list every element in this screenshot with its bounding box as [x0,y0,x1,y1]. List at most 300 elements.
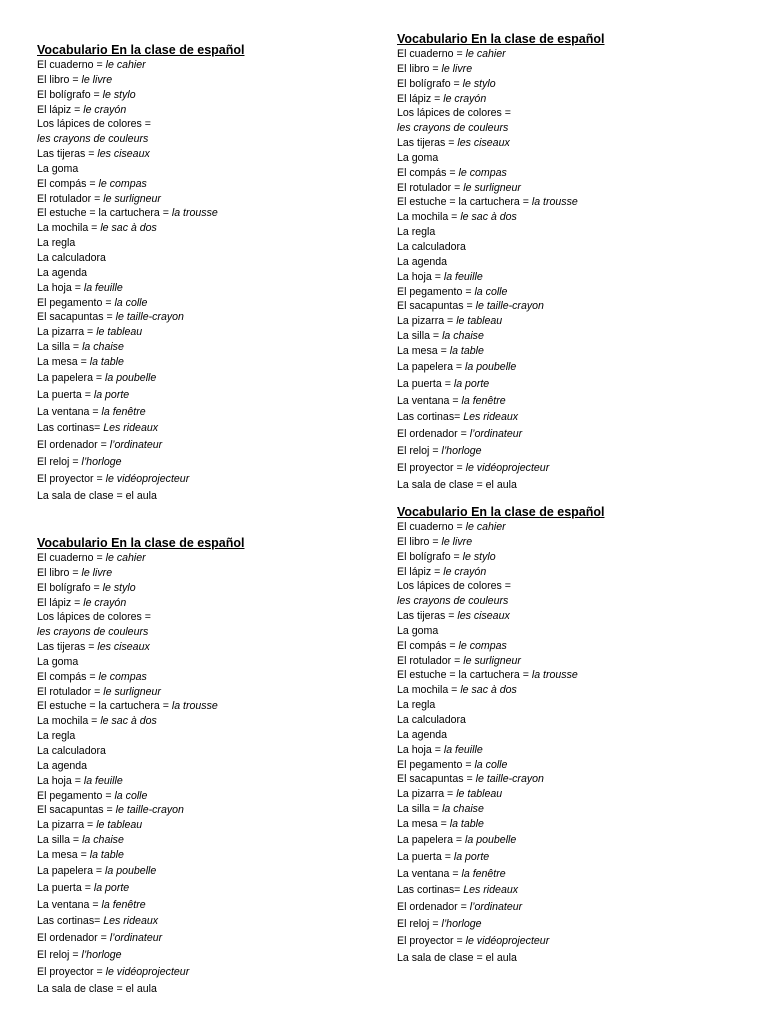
french-translation: le vidéoprojecteur [465,462,550,475]
vocab-entry [37,880,397,897]
vocab-entry [397,950,757,967]
vocab-entry [397,594,757,609]
french-translation: la porte [453,377,490,390]
spanish-term: La goma [397,624,439,637]
spanish-term: El rotulador = [397,654,464,667]
french-translation: le livre [81,566,113,579]
vocab-entry [37,117,397,132]
french-translation: le sac à dos [460,211,517,224]
spanish-term: El proyector = [397,462,466,475]
french-translation: les crayons de couleurs [397,122,509,135]
spanish-term: Las cortinas= [397,411,464,424]
vocab-block-top-right [397,32,757,494]
vocab-entry [37,930,397,947]
french-translation: la feuille [83,281,123,294]
vocab-entry [37,162,397,177]
vocab-entry [397,285,757,300]
vocab-title: Vocabulario En la clase de español [37,536,245,550]
french-translation: le taille-crayon [475,300,544,313]
spanish-term: La papelera = [397,360,466,373]
vocab-entry [397,92,757,107]
spanish-term: La sala de clase = el aula [397,478,517,491]
vocab-entry [397,443,757,460]
vocab-entry [397,683,757,698]
french-translation: l’ordinateur [109,439,163,452]
vocab-entry [397,477,757,494]
vocab-entry [397,713,757,728]
spanish-term: El bolígrafo = [37,581,103,594]
french-translation: le vidéoprojecteur [105,966,190,979]
spanish-term: Los lápices de colores = [37,118,151,131]
vocab-entry [37,73,397,88]
french-translation: l’horloge [81,949,122,962]
spanish-term: La silla = [37,834,83,847]
vocab-entry [397,728,757,743]
spanish-term: El compás = [37,177,99,190]
vocab-entry [37,897,397,914]
french-translation: le taille-crayon [475,773,544,786]
spanish-term: La calculadora [37,744,106,757]
spanish-term: Las tijeras = [37,148,98,161]
french-translation: la table [89,848,124,861]
vocab-entry [37,387,397,404]
french-translation: le surligneur [103,685,161,698]
spanish-term: El rotulador = [397,181,464,194]
vocab-entry [397,255,757,270]
french-translation: la feuille [83,774,123,787]
vocab-entry [37,206,397,221]
spanish-term: La pizarra = [37,819,97,832]
spanish-term: El proyector = [37,966,106,979]
vocab-entry [37,640,397,655]
spanish-term: El estuche = la cartuchera = [397,669,532,682]
spanish-term: Las tijeras = [397,610,458,623]
spanish-term: El sacapuntas = [37,804,116,817]
spanish-term: La ventana = [397,867,462,880]
spanish-term: Los lápices de colores = [37,611,151,624]
spanish-term: La silla = [397,330,443,343]
french-translation: la table [89,355,124,368]
spanish-term: El libro = [397,62,442,75]
french-translation: la porte [93,881,130,894]
french-translation: le cahier [465,521,506,533]
french-translation: la chaise [442,330,484,343]
vocab-entry [37,714,397,729]
vocab-entry [397,376,757,393]
vocab-entry [37,625,397,640]
spanish-term: El sacapuntas = [37,311,116,324]
vocab-entry [397,535,757,550]
spanish-term: El lápiz = [37,103,84,116]
spanish-term: La regla [37,730,76,743]
vocab-entry [37,729,397,744]
spanish-term: El pegamento = [37,789,115,802]
spanish-term: Los lápices de colores = [397,107,511,120]
vocab-entry [37,863,397,880]
vocab-entry [397,899,757,916]
spanish-term: El cuaderno = [37,59,106,71]
vocab-entry [397,77,757,92]
french-translation: le sac à dos [100,715,157,728]
spanish-term: El libro = [37,566,82,579]
spanish-term: El bolígrafo = [397,77,463,90]
vocab-entry [397,47,757,62]
french-translation: la chaise [82,341,124,354]
vocab-entry [37,370,397,387]
spanish-term: El pegamento = [37,296,115,309]
vocab-entry [37,581,397,596]
french-translation: le stylo [102,581,136,594]
french-translation: le taille-crayon [115,804,184,817]
vocab-entry [397,817,757,832]
spanish-term: La papelera = [397,833,466,846]
french-translation: l’ordinateur [109,932,163,945]
vocab-entry [37,325,397,340]
french-translation: le compas [458,639,507,652]
vocab-entry [397,639,757,654]
french-translation: la trousse [171,700,218,713]
spanish-term: El lápiz = [397,565,444,578]
spanish-term: La pizarra = [37,326,97,339]
spanish-term: La pizarra = [397,788,457,801]
spanish-term: El cuaderno = [37,552,106,564]
spanish-term: Las cortinas= [37,915,104,928]
french-translation: le livre [81,73,113,86]
spanish-term: La mochila = [397,684,461,697]
french-translation: le cahier [465,48,506,60]
spanish-term: El rotulador = [37,685,104,698]
french-translation: la porte [93,388,130,401]
vocab-entry [37,471,397,488]
spanish-term: La mesa = [397,817,450,830]
spanish-term: La puerta = [397,377,454,390]
vocab-entry [397,166,757,181]
vocab-entry [37,132,397,147]
spanish-term: La ventana = [397,394,462,407]
vocab-entry [397,832,757,849]
vocab-entry [37,488,397,505]
vocab-entry [397,698,757,713]
french-translation: le stylo [462,77,496,90]
french-translation: le surligneur [463,654,521,667]
spanish-term: La goma [37,162,79,175]
french-translation: le livre [441,535,473,548]
vocab-entry [37,670,397,685]
vocab-entry [397,772,757,787]
spanish-term: El estuche = la cartuchera = [397,196,532,209]
french-translation: la trousse [531,196,578,209]
vocab-entry [37,913,397,930]
spanish-term: La mesa = [37,355,90,368]
spanish-term: El cuaderno = [397,521,466,533]
french-translation: la table [449,344,484,357]
vocab-entry [37,296,397,311]
vocab-entry [397,866,757,883]
french-translation: la colle [474,758,508,771]
french-translation: la poubelle [465,833,517,846]
french-translation: le stylo [462,550,496,563]
spanish-term: La hoja = [37,774,84,787]
vocab-list [397,520,757,967]
vocab-entry [37,947,397,964]
french-translation: le crayón [83,103,127,116]
vocab-entry [37,355,397,370]
french-translation: les crayons de couleurs [397,595,509,608]
french-translation: le cahier [105,552,146,564]
vocab-entry [37,236,397,251]
spanish-term: La hoja = [397,743,444,756]
vocab-entry [37,147,397,162]
french-translation: la colle [474,285,508,298]
vocab-entry [37,596,397,611]
spanish-term: Los lápices de colores = [397,580,511,593]
french-translation: l’horloge [441,445,482,458]
vocab-entry [397,344,757,359]
vocab-entry [397,882,757,899]
vocab-entry [397,426,757,443]
vocab-entry [397,359,757,376]
spanish-term: La ventana = [37,405,102,418]
vocab-entry [37,848,397,863]
spanish-term: La agenda [37,759,88,772]
vocab-entry [397,62,757,77]
french-translation: la chaise [442,803,484,816]
vocab-block-bottom-left [37,536,397,998]
spanish-term: El bolígrafo = [397,550,463,563]
vocab-entry [37,566,397,581]
vocab-entry [397,933,757,950]
vocab-entry [37,981,397,998]
french-translation: la colle [114,296,148,309]
french-translation: l’horloge [81,456,122,469]
spanish-term: La calculadora [37,251,106,264]
spanish-term: El bolígrafo = [37,88,103,101]
vocab-entry [397,225,757,240]
french-translation: le crayón [83,596,127,609]
french-translation: la fenêtre [461,867,506,880]
french-translation: Les rideaux [463,884,519,897]
spanish-term: El reloj = [397,445,442,458]
vocab-entry [397,151,757,166]
vocab-entry [397,314,757,329]
french-translation: la colle [114,789,148,802]
spanish-term: El proyector = [37,473,106,486]
spanish-term: La puerta = [397,850,454,863]
spanish-term: La mochila = [37,715,101,728]
french-translation: le tableau [456,788,503,801]
french-translation: l’ordinateur [469,428,523,441]
vocab-entry [37,964,397,981]
vocab-entry [397,270,757,285]
vocab-entry [397,520,757,535]
spanish-term: El ordenador = [37,439,110,452]
vocab-block-bottom-right [397,505,757,967]
vocab-entry [397,668,757,683]
vocab-entry [37,310,397,325]
vocab-entry [397,916,757,933]
spanish-term: El ordenador = [397,901,470,914]
vocab-entry [397,136,757,151]
french-translation: le taille-crayon [115,311,184,324]
spanish-term: La calculadora [397,240,466,253]
spanish-term: La mesa = [37,848,90,861]
vocab-entry [397,121,757,136]
french-translation: le sac à dos [100,222,157,235]
spanish-term: La pizarra = [397,315,457,328]
vocab-entry [397,210,757,225]
vocab-entry [397,329,757,344]
french-translation: la poubelle [105,864,157,877]
spanish-term: La agenda [397,255,448,268]
spanish-term: La silla = [37,341,83,354]
vocab-entry [37,685,397,700]
vocab-entry [37,803,397,818]
vocab-entry [397,550,757,565]
vocab-list [397,47,757,494]
vocab-entry [37,551,397,566]
vocab-entry [37,266,397,281]
vocab-entry [37,58,397,73]
vocab-entry [37,221,397,236]
spanish-term: La agenda [37,266,88,279]
vocab-entry [37,437,397,454]
spanish-term: La papelera = [37,864,106,877]
french-translation: le stylo [102,88,136,101]
spanish-term: El estuche = la cartuchera = [37,700,172,713]
vocab-entry [37,340,397,355]
spanish-term: El pegamento = [397,285,475,298]
vocab-list [37,58,397,505]
french-translation: l’ordinateur [469,901,523,914]
spanish-term: La regla [397,226,436,239]
vocab-list [37,551,397,998]
vocab-entry [37,774,397,789]
vocab-entry [397,393,757,410]
spanish-term: El sacapuntas = [397,773,476,786]
spanish-term: La sala de clase = el aula [37,982,157,995]
french-translation: la table [449,817,484,830]
vocab-entry [397,181,757,196]
spanish-term: El compás = [37,670,99,683]
french-translation: le sac à dos [460,684,517,697]
spanish-term: La mochila = [397,211,461,224]
spanish-term: La hoja = [37,281,84,294]
french-translation: le compas [98,177,147,190]
spanish-term: Las cortinas= [37,422,104,435]
spanish-term: La calculadora [397,713,466,726]
french-translation: la fenêtre [101,405,146,418]
spanish-term: El sacapuntas = [397,300,476,313]
french-translation: la chaise [82,834,124,847]
spanish-term: Las tijeras = [397,137,458,150]
vocab-entry [397,743,757,758]
french-translation: le compas [98,670,147,683]
french-translation: Les rideaux [103,422,159,435]
vocab-entry [37,655,397,670]
vocab-entry [37,759,397,774]
spanish-term: El lápiz = [37,596,84,609]
vocab-entry [397,787,757,802]
spanish-term: La sala de clase = el aula [397,951,517,964]
vocab-entry [397,609,757,624]
vocab-entry [397,579,757,594]
spanish-term: El compás = [397,639,459,652]
spanish-term: La goma [397,151,439,164]
spanish-term: El pegamento = [397,758,475,771]
french-translation: le surligneur [103,192,161,205]
french-translation: la poubelle [465,360,517,373]
vocab-entry [37,251,397,266]
vocab-entry [37,404,397,421]
spanish-term: El rotulador = [37,192,104,205]
spanish-term: El libro = [37,73,82,86]
spanish-term: La regla [37,237,76,250]
french-translation: le tableau [96,819,143,832]
french-translation: le crayón [443,565,487,578]
spanish-term: El reloj = [397,918,442,931]
vocab-entry [397,299,757,314]
vocab-block-top-left [37,43,397,505]
french-translation: la trousse [171,207,218,220]
french-translation: la poubelle [105,371,157,384]
vocab-entry [397,849,757,866]
spanish-term: Las tijeras = [37,641,98,654]
vocab-entry [37,103,397,118]
french-translation: la fenêtre [101,898,146,911]
vocab-entry [37,818,397,833]
french-translation: le livre [441,62,473,75]
french-translation: les ciseaux [97,148,150,161]
french-translation: les crayons de couleurs [37,133,149,146]
french-translation: l’horloge [441,918,482,931]
vocab-entry [397,409,757,426]
spanish-term: La sala de clase = el aula [37,489,157,502]
spanish-term: La ventana = [37,898,102,911]
spanish-term: Las cortinas= [397,884,464,897]
french-translation: la porte [453,850,490,863]
vocab-entry [37,192,397,207]
vocab-entry [37,610,397,625]
vocab-entry [37,789,397,804]
vocab-entry [37,281,397,296]
vocab-entry [397,240,757,255]
spanish-term: El proyector = [397,935,466,948]
spanish-term: La goma [37,655,79,668]
spanish-term: La silla = [397,803,443,816]
vocab-entry [397,460,757,477]
spanish-term: La puerta = [37,388,94,401]
spanish-term: El reloj = [37,456,82,469]
spanish-term: La papelera = [37,371,106,384]
spanish-term: La mochila = [37,222,101,235]
french-translation: les ciseaux [457,610,510,623]
french-translation: le crayón [443,92,487,105]
vocab-entry [37,177,397,192]
vocab-title: Vocabulario En la clase de español [397,32,605,46]
french-translation: le compas [458,166,507,179]
spanish-term: El ordenador = [37,932,110,945]
french-translation: les ciseaux [457,137,510,150]
french-translation: le vidéoprojecteur [105,473,190,486]
vocab-entry [37,88,397,103]
french-translation: la feuille [443,270,483,283]
french-translation: le tableau [456,315,503,328]
vocab-entry [397,758,757,773]
vocab-entry [37,699,397,714]
french-translation: la trousse [531,669,578,682]
spanish-term: El ordenador = [397,428,470,441]
spanish-term: El estuche = la cartuchera = [37,207,172,220]
